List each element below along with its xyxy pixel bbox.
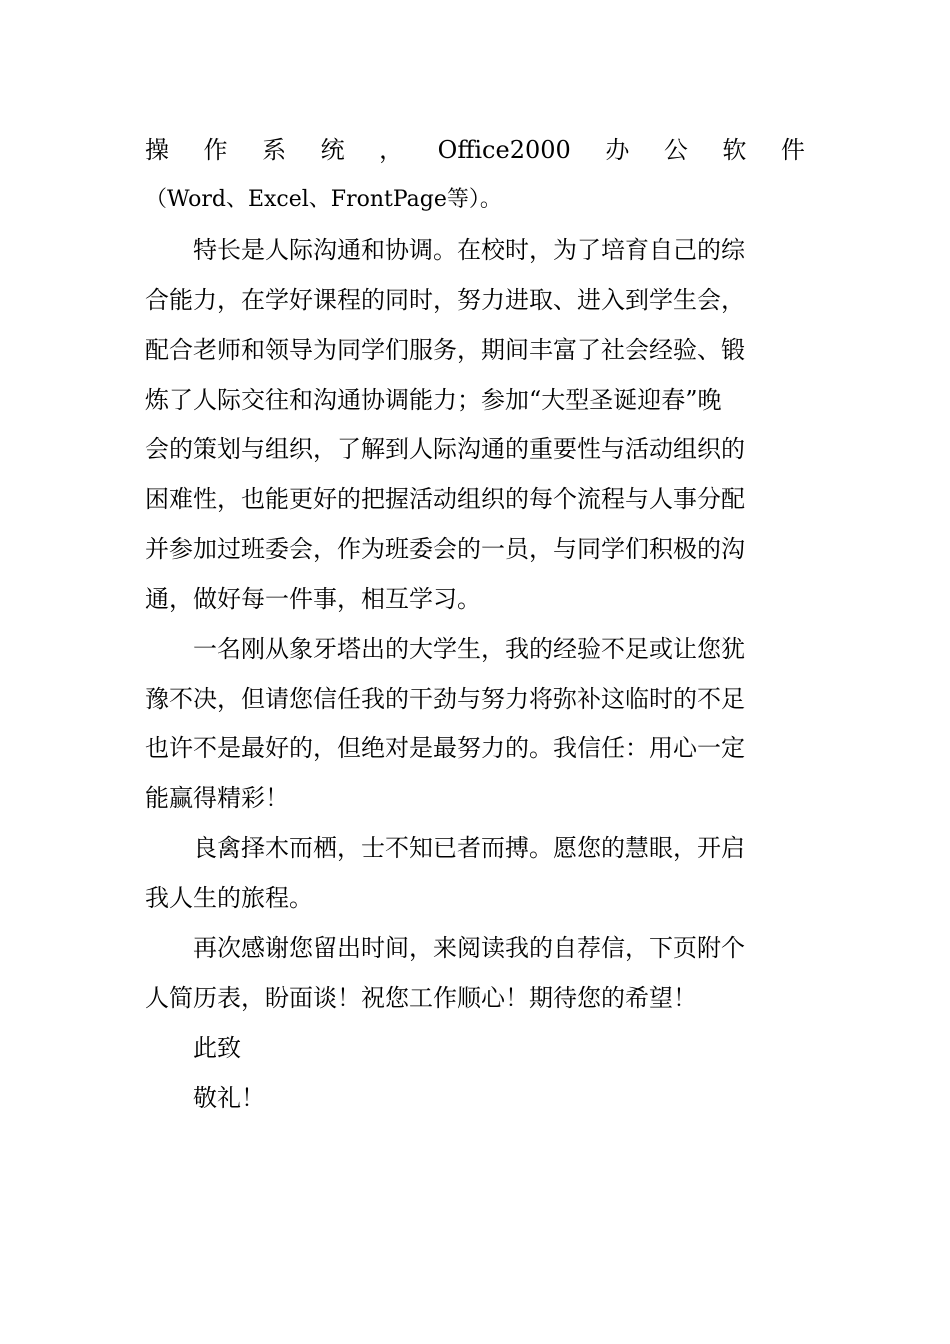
- text-line: 我人生的旅程。: [145, 884, 313, 912]
- text-line: 并参加过班委会，作为班委会的一员，与同学们积极的沟: [145, 535, 745, 563]
- closing-salutation: 此致: [193, 1034, 241, 1062]
- paragraph-thanks-start: 再次感谢您留出时间，来阅读我的自荐信，下页附个: [193, 934, 745, 962]
- text-line: 也许不是最好的，但绝对是最努力的。我信任：用心一定: [145, 734, 745, 762]
- text-line: 炼了人际交往和沟通协调能力；参加“大型圣诞迎春”晚: [145, 386, 722, 414]
- line-1-part: Office2000: [437, 136, 571, 164]
- text-line: 能赢得精彩！: [145, 784, 289, 812]
- line-1-part: 办: [605, 136, 630, 164]
- line-1-part: 统: [320, 136, 345, 164]
- line-1-part: 系: [262, 136, 287, 164]
- line-1-part: 作: [203, 136, 228, 164]
- line-1-part: 软: [722, 136, 747, 164]
- text-line: 困难性，也能更好的把握活动组织的每个流程与人事分配: [145, 485, 745, 513]
- text-line: 人简历表，盼面谈！祝您工作顺心！期待您的希望！: [145, 984, 697, 1012]
- text-line: 豫不决，但请您信任我的干劲与努力将弥补这临时的不足: [145, 685, 745, 713]
- line-1-part: 操: [145, 136, 169, 164]
- text-line-1: [145, 132, 805, 168]
- line-1-part: 公: [663, 136, 688, 164]
- text-line: 会的策划与组织，了解到人际沟通的重要性与活动组织的: [145, 435, 745, 463]
- closing-regards: 敬礼！: [193, 1084, 265, 1112]
- text-line: 通，做好每一件事，相互学习。: [145, 585, 481, 613]
- line-1-part: ，: [379, 136, 404, 164]
- text-line: 合能力，在学好课程的同时，努力进取、进入到学生会，: [145, 286, 745, 314]
- line-1-part: 件: [780, 136, 805, 164]
- paragraph-specialty-start: 特长是人际沟通和协调。在校时，为了培育自己的综: [193, 236, 745, 264]
- text-line-2: （Word、Excel、FrontPage等）。: [145, 187, 502, 212]
- text-line: 配合老师和领导为同学们服务，期间丰富了社会经验、锻: [145, 336, 745, 364]
- paragraph-proverb-start: 良禽择木而栖，士不知已者而搏。愿您的慧眼，开启: [193, 834, 745, 862]
- paragraph-graduate-start: 一名刚从象牙塔出的大学生，我的经验不足或让您犹: [193, 635, 745, 663]
